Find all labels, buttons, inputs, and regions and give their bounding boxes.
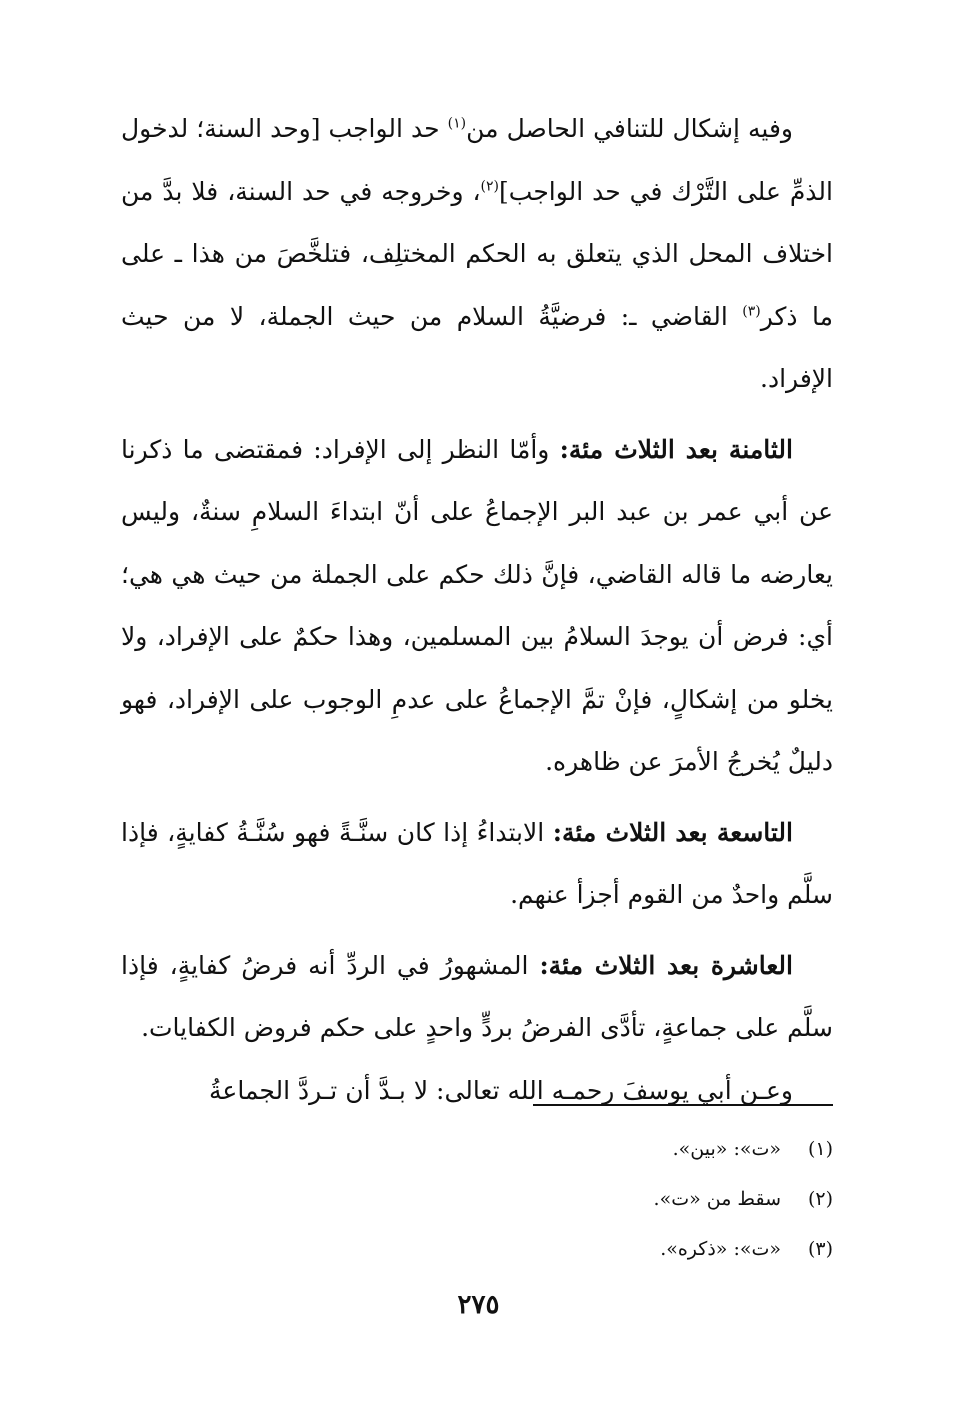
paragraph-1 <box>121 98 833 411</box>
footnote-text: «ت»: «ذكره». <box>660 1238 781 1260</box>
paragraph-310-heading: العاشرة بعد الثلاث مئة: <box>539 950 793 980</box>
footnote-text: سقط من «ت». <box>653 1188 781 1210</box>
footnote-3 <box>121 1224 833 1274</box>
paragraph-308-text: وأمّا النظر إلى الإفراد: فمقتضى ما ذكرنا عن أبي عمر بن عبد البر الإجماعُ على أنّ ابتداءَ السلامِ سنةٌ، وليس يعارضه ما قاله القاضي، فإنَّ ذلك حكم على الجملة من حيث هي هي؛ أي: فرض أن يوجدَ السلامُ بين المسلمين، وهذا حكمٌ على الإفراد، ولا يخلو من إشكالٍ، فإنْ تمَّ الإجماعُ على عدمِ الوجوب على الإفراد، فهو دليلٌ يُخرجُ الأمرَ عن ظاهره. <box>121 434 833 776</box>
paragraph-1-part-2: حد الواجب [وحد السنة؛ لدخول الذمِّ على التَّرْك في حد الواجب] <box>121 114 833 206</box>
main-text <box>121 98 833 1122</box>
paragraph-1-part-4: القاضي ـ: فرضيَّةُ السلام من حيث الجملة، لا من حيث الإفراد. <box>121 301 833 393</box>
footnote-ref-1: (١) <box>447 115 467 132</box>
paragraph-309 <box>121 802 833 927</box>
footnote-ref-3: (٣) <box>742 303 761 320</box>
footnotes <box>121 1124 833 1274</box>
footnote-number: (٣) <box>807 1238 833 1260</box>
footnote-number: (١) <box>807 1138 833 1160</box>
page-number: ٢٧٥ <box>457 1290 500 1320</box>
footnote-ref-2: (٢) <box>480 178 500 195</box>
paragraph-310-text: المشهورُ في الردِّ أنه فرضُ كفايةٍ، فإذا سلَّم على جماعةٍ، تأدَّى الفرضُ بردٍّ واحدٍ على حكم فروض الكفايات. <box>121 950 833 1042</box>
paragraph-309-heading: التاسعة بعد الثلاث مئة: <box>552 817 793 847</box>
paragraph-310 <box>121 935 833 1060</box>
footnote-1 <box>121 1124 833 1174</box>
paragraph-1-part-1: وفيه إشكال للتنافي الحاصل من <box>466 114 794 143</box>
footnote-2 <box>121 1174 833 1224</box>
paragraph-abu-yusuf <box>121 1060 833 1123</box>
paragraph-309-text: الابتداءُ إذا كان سنَّـةً فهو سُنَّـةُ كفايةٍ، فإذا سلَّم واحدٌ من القوم أجزأ عنهم. <box>121 817 833 909</box>
footnote-number: (٢) <box>807 1188 833 1210</box>
footnote-text: «ت»: «بين». <box>672 1138 781 1160</box>
footnote-divider <box>533 1104 833 1106</box>
paragraph-abu-yusuf-text: وعـن أبي يوسفَ رحمـه الله تعالى: لا بـدَّ أن تـردَّ الجماعةُ <box>209 1075 793 1105</box>
paragraph-308-heading: الثامنة بعد الثلاث مئة: <box>559 434 793 464</box>
paragraph-1-part-3: ، وخروجه في حد السنة، فلا بدَّ من اختلاف المحل الذي يتعلق به الحكم المختلِف، فتلخَّصَ من هذا ـ على ما ذكر <box>121 176 833 331</box>
paragraph-308 <box>121 419 833 794</box>
